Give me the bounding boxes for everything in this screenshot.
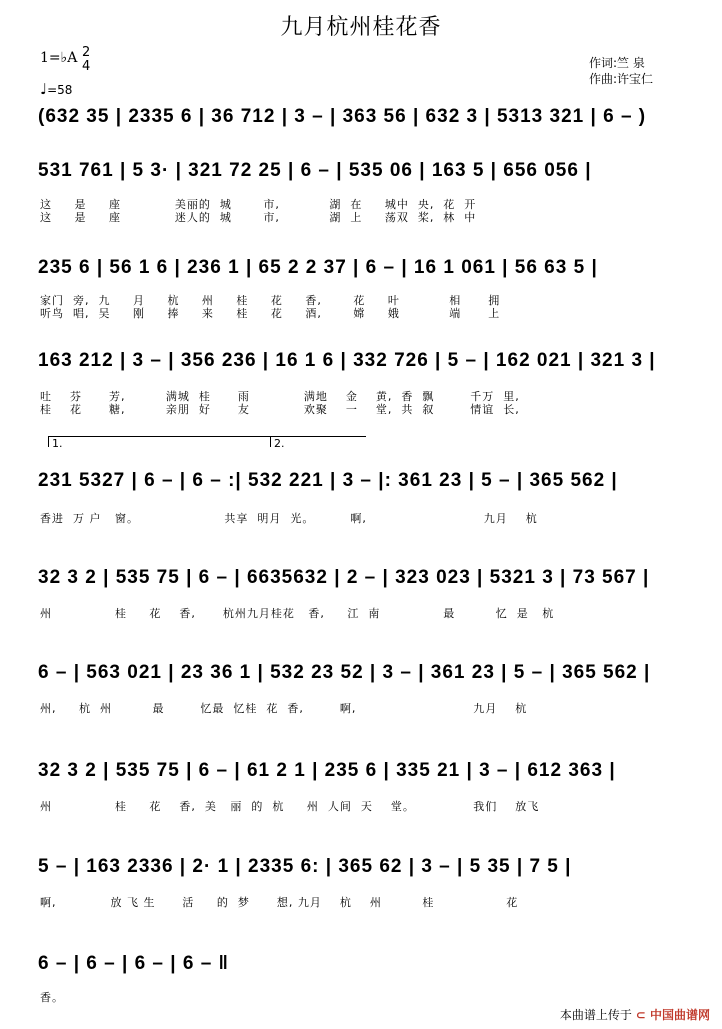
lyrics-verse-2: 这 是 座 迷人的 城 市, 湖 上 荡双 桨, 林 中	[40, 211, 477, 224]
lyrics: 州 桂 花 香, 美 丽 的 杭 州 人间 天 堂。 我们 放飞	[40, 800, 540, 813]
key-signature: 1=♭A	[40, 50, 78, 66]
score-line-9	[0, 856, 722, 926]
lyrics-verse-1: 家门 旁, 九 月 杭 州 桂 花 香, 花 叶 相 拥	[40, 294, 501, 307]
tempo-marking: ♩=58	[40, 80, 73, 98]
score-line-8	[0, 760, 722, 830]
notation: 531 761 | 5 3· | 321 72 25 | 6 – | 535 06 | 163 5 | 656 056 |	[38, 160, 592, 181]
score-line-2	[0, 160, 722, 230]
notation: 231 5327 | 6 – | 6 – :| 532 221 | 3 – |: 361 23 | 5 – | 365 562 |	[38, 470, 618, 491]
lyricist-credit: 作词:竺 泉	[589, 56, 645, 70]
notation: 163 212 | 3 – | 356 236 | 16 1 6 | 332 726 | 5 – | 162 021 | 321 3 |	[38, 350, 656, 371]
volta-bracket-2: 2.	[270, 436, 366, 447]
composer-credit: 作曲:许宝仁	[589, 72, 654, 86]
footer-credit: 本曲谱上传于 ⊂ 中国曲谱网	[559, 1008, 710, 1022]
score-line-3	[0, 257, 722, 327]
notation: 32 3 2 | 535 75 | 6 – | 6635632 | 2 – | 323 023 | 5321 3 | 73 567 |	[38, 567, 650, 588]
notation: 5 – | 163 2336 | 2· 1 | 2335 6: | 365 62 | 3 – | 5 35 | 7 5 |	[38, 856, 572, 877]
volta-bracket-1: 1.	[48, 436, 270, 447]
score-line-4	[0, 350, 722, 420]
lyrics-verse-1: 这 是 座 美丽的 城 市, 湖 在 城中 央, 花 开	[40, 198, 477, 211]
notation: 32 3 2 | 535 75 | 6 – | 61 2 1 | 235 6 | 335 21 | 3 – | 612 363 |	[38, 760, 616, 781]
quarter-note-icon: ♩	[40, 80, 48, 98]
lyrics-verse-1: 吐 芬 芳, 满城 桂 雨 满地 金 黄, 香 飘 千万 里,	[40, 390, 520, 403]
notation: 6 – | 563 021 | 23 36 1 | 532 23 52 | 3 – | 361 23 | 5 – | 365 562 |	[38, 662, 651, 683]
site-logo[interactable]: ⊂ 中国曲谱网	[635, 1008, 710, 1022]
score-line-5	[0, 470, 722, 540]
lyrics: 州 桂 花 香, 杭州九月桂花 香, 江 南 最 忆 是 杭	[40, 607, 555, 620]
score-line-7	[0, 662, 722, 732]
lyrics: 州, 杭 州 最 忆最 忆桂 花 香, 啊, 九月 杭	[40, 702, 528, 715]
notation: 6 – | 6 – | 6 – | 6 – ‖	[38, 953, 230, 974]
time-signature: 2 4	[82, 45, 91, 74]
lyrics: 香。	[40, 991, 64, 1004]
lyrics-verse-2: 听鸟 唱, 吴 刚 捧 来 桂 花 酒, 嫦 娥 端 上	[40, 307, 501, 320]
lyrics-verse-2: 桂 花 糖, 亲朋 好 友 欢聚 一 堂, 共 叙 情谊 长,	[40, 403, 520, 416]
notation: 235 6 | 56 1 6 | 236 1 | 65 2 2 37 | 6 – | 16 1 061 | 56 63 5 |	[38, 257, 598, 278]
song-title: 九月杭州桂花香	[280, 15, 442, 40]
lyrics: 啊, 放 飞 生 活 的 梦 想, 九月 杭 州 桂 花	[40, 896, 519, 909]
notation: (632 35 | 2335 6 | 36 712 | 3 – | 363 56 | 632 3 | 5313 321 | 6 – )	[38, 106, 647, 127]
score-line-6	[0, 567, 722, 637]
lyrics: 香进 万 户 窗。 共享 明月 光。 啊, 九月 杭	[40, 512, 538, 525]
